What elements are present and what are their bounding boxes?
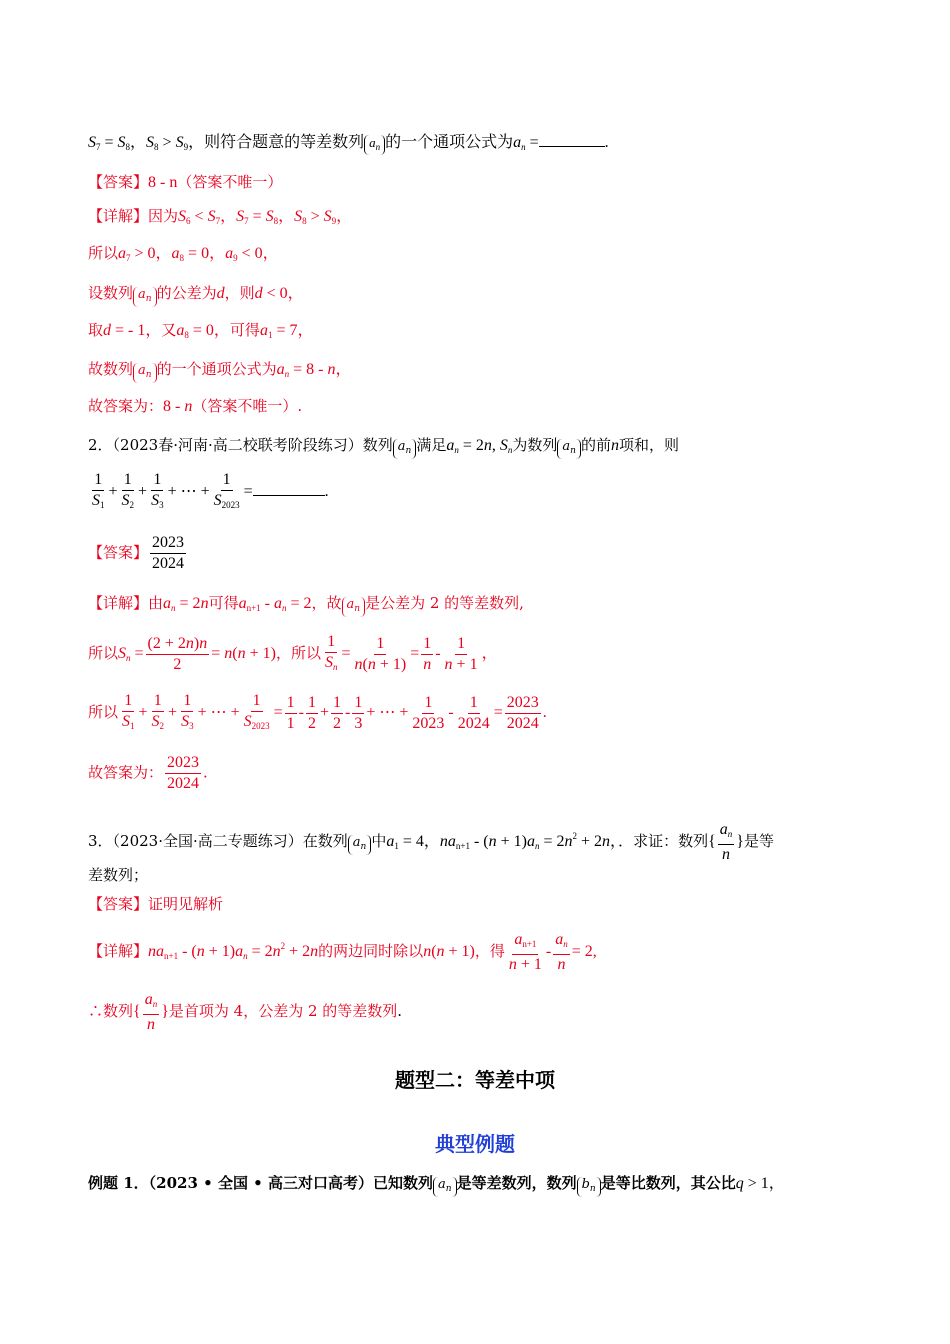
q2-detail-line-2: 所以$S_n$ = $\frac{(2 + 2n)n}{2}$ = n(n + 1)，所以 $\frac{1}{S_n}$ = $\frac{1}{n(n + 1)}$ = $\frac{1}{n}$ - $\frac{1}{n + 1}$ ， xyxy=(88,633,498,673)
section-subtitle: 典型例题 xyxy=(435,1132,515,1156)
q3-d1: 的两边同时除以 xyxy=(318,942,424,961)
q2-sum-expression: $\frac{1}{S_1}$ + $\frac{1}{S_2}$ + $\frac{1}{S_3}$ + ⋯ + $\frac{1}{S_{2023}}$ = . xyxy=(92,471,329,510)
q3-d2: ，得 xyxy=(474,942,505,961)
q3-detail-line-1: 【详解】$na_{n+1} - (n + 1)a_n = 2n^2 + 2n$的两边同时除以n(n + 1)，得 $\frac{a_{n+1}}{n + 1}$ - $\frac{a_n}{n}$ = 2, xyxy=(88,931,597,973)
q1-gen-formula: 的一个通项公式为 xyxy=(156,360,277,378)
q3-answer-text: 证明见解析 xyxy=(148,895,224,913)
section-title: 题型二：等差中项 xyxy=(395,1068,555,1092)
q2-so3: 所以 xyxy=(88,703,119,722)
q3-stem-line-2 xyxy=(88,864,148,886)
q3-conclusion-line: ∴数列{ $\frac{a_n}{n}$ }是首项为 4，公差为 2 的等差数列. xyxy=(88,991,403,1033)
detail-label: 【详解】 xyxy=(88,942,149,961)
q1-final-line: 故答案为：8 - n（答案不唯一）. xyxy=(88,397,303,415)
q1-condition-tail: 的一个通项公式为 xyxy=(385,134,514,151)
q2-text4: 的前 xyxy=(580,436,611,454)
q1-get: 可得 xyxy=(229,321,260,339)
q1-answer-value: 8 - n xyxy=(148,174,178,191)
q2-stem-line: 2．（2023春·河南·高二校联考阶段练习）数列 $a_n$ 满足$a_n = 2n$, $S_n$为数列 $a_n$ 的前n项和，则 xyxy=(88,434,679,461)
answer-label: 【答案】 xyxy=(88,895,149,913)
q1-answer-line xyxy=(88,171,282,194)
q2-detail-line-3: 所以 $\frac{1}{S_1}$ + $\frac{1}{S_2}$ + $\frac{1}{S_3}$ + ⋯ + $\frac{1}{S_{2023}}$ = $\frac{1}{1}$ - $\frac{1}{2}$ + $\frac{1}{2}$ - $\frac{1}{3}$ + ⋯ + $\frac{1}{2023}$ - $\frac{1}{2024}$ = $\frac{2023}{2024}$ . xyxy=(88,692,547,732)
q1-detail-line-2: 所以$a_7 > 0$，$a_8 = 0$，$a_9 < 0$， xyxy=(88,244,279,263)
q1-common-diff: 的公差为 xyxy=(156,284,217,302)
q1-because: 因为 xyxy=(148,207,179,225)
example-text1: 已知数列 xyxy=(373,1174,434,1192)
q1-so: 所以 xyxy=(88,244,119,262)
q3-text5: 差数列； xyxy=(88,866,149,884)
q1-detail-line-4: 取d = - 1，又$a_8 = 0$，可得$a_1 = 7$， xyxy=(88,321,314,340)
q2-text2: 满足 xyxy=(416,436,447,454)
q2-text1: 数列 xyxy=(362,436,393,454)
q3-number: 3． xyxy=(88,832,113,851)
example-source: （2023 • 全国 • 高三对口高考） xyxy=(148,1174,373,1192)
q3-text3: ．求证：数列 xyxy=(618,832,709,851)
q1-final-note: （答案不唯一）. xyxy=(192,397,303,415)
q3-answer-line xyxy=(88,893,223,915)
q2-final-line: 故答案为： $\frac{2023}{2024}$ . xyxy=(88,754,208,792)
q3-text1: 在数列 xyxy=(302,832,348,851)
q3-text2: 中 xyxy=(371,832,387,851)
q2-d1: 由 xyxy=(148,594,164,612)
q2-number: 2． xyxy=(88,436,113,454)
q2-source: （2023春·河南·高二校联考阶段练习） xyxy=(112,436,363,454)
q2-detail-line-1: 【详解】由$a_n = 2n$可得$a_{n+1} - a_n = 2$，故 $a_n$ 是公差为 2 的等差数列, xyxy=(88,592,524,619)
q2-final-label: 故答案为： xyxy=(88,763,164,782)
detail-label: 【详解】 xyxy=(88,594,149,612)
q1-detail-line-5: 故数列 $a_n$ 的一个通项公式为$a_n = 8 - n$， xyxy=(88,358,351,385)
q1-also: 又 xyxy=(161,321,177,339)
q2-d3: ，故 xyxy=(311,594,342,612)
example-label: 例题 1． xyxy=(88,1174,149,1192)
q1-then: ，则 xyxy=(224,284,255,302)
example-1-line: 例题 1．（2023 • 全国 • 高三对口高考）已知数列 $a_n$ 是等差数列，数列 $b_n$ 是等比数列，其公比q > 1， xyxy=(88,1172,785,1197)
q3-c2: 是首项为 4，公差为 2 的等差数列 xyxy=(168,1002,398,1021)
example-text3: 是等比数列，其公比 xyxy=(600,1174,736,1192)
q2-so1: 所以 xyxy=(88,644,119,663)
q1-detail-line-3: 设数列 $a_n$ 的公差为d，则d < 0， xyxy=(88,282,304,307)
q3-source: （2023·全国·高二专题练习） xyxy=(112,832,303,851)
q2-answer-num: 2023 xyxy=(150,533,186,554)
detail-label: 【详解】 xyxy=(88,207,149,225)
answer-label: 【答案】 xyxy=(88,173,149,191)
q1-condition-text: ，则符合题意的等差数列 xyxy=(188,134,365,151)
q1-condition-line: $S_7 = S_8$，$S_8 > S_9$，则符合题意的等差数列 $a_n$ 的一个通项公式为$a_n$ = . xyxy=(88,132,609,158)
q2-answer-den: 2024 xyxy=(152,555,185,572)
answer-label: 【答案】 xyxy=(88,543,149,562)
q1-detail-line-1: 【详解】因为$S_6 < S_7$，$S_7 = S_8$，$S_8 > S_9$， xyxy=(88,207,353,226)
example-text2: 是等差数列，数列 xyxy=(456,1174,577,1192)
q2-so2: ，所以 xyxy=(275,644,321,663)
q1-final-label: 故答案为： xyxy=(88,397,164,415)
q1-take: 取 xyxy=(88,321,104,339)
q3-stem-line: 3．（2023·全国·高二专题练习）在数列 $a_n$ 中$a_1 = 4$，$na_{n+1} - (n + 1)a_n = 2n^2 + 2n$，．求证：数列{ $\frac{a_n}{n}$ }是等 xyxy=(88,821,774,863)
q2-d4: 是公差为 2 的等差数列, xyxy=(365,594,524,612)
q2-d2: 可得 xyxy=(208,594,239,612)
q2-text3: 为数列 xyxy=(512,436,558,454)
q3-c1: ∴数列 xyxy=(88,1002,134,1021)
q1-therefore-seq: 故数列 xyxy=(88,360,134,378)
q3-text4: 是等 xyxy=(743,832,774,851)
q2-text5: 项和，则 xyxy=(618,436,679,454)
q1-answer-note: （答案不唯一） xyxy=(177,173,283,191)
q2-answer-line xyxy=(88,533,188,574)
q1-let-seq: 设数列 xyxy=(88,284,134,302)
